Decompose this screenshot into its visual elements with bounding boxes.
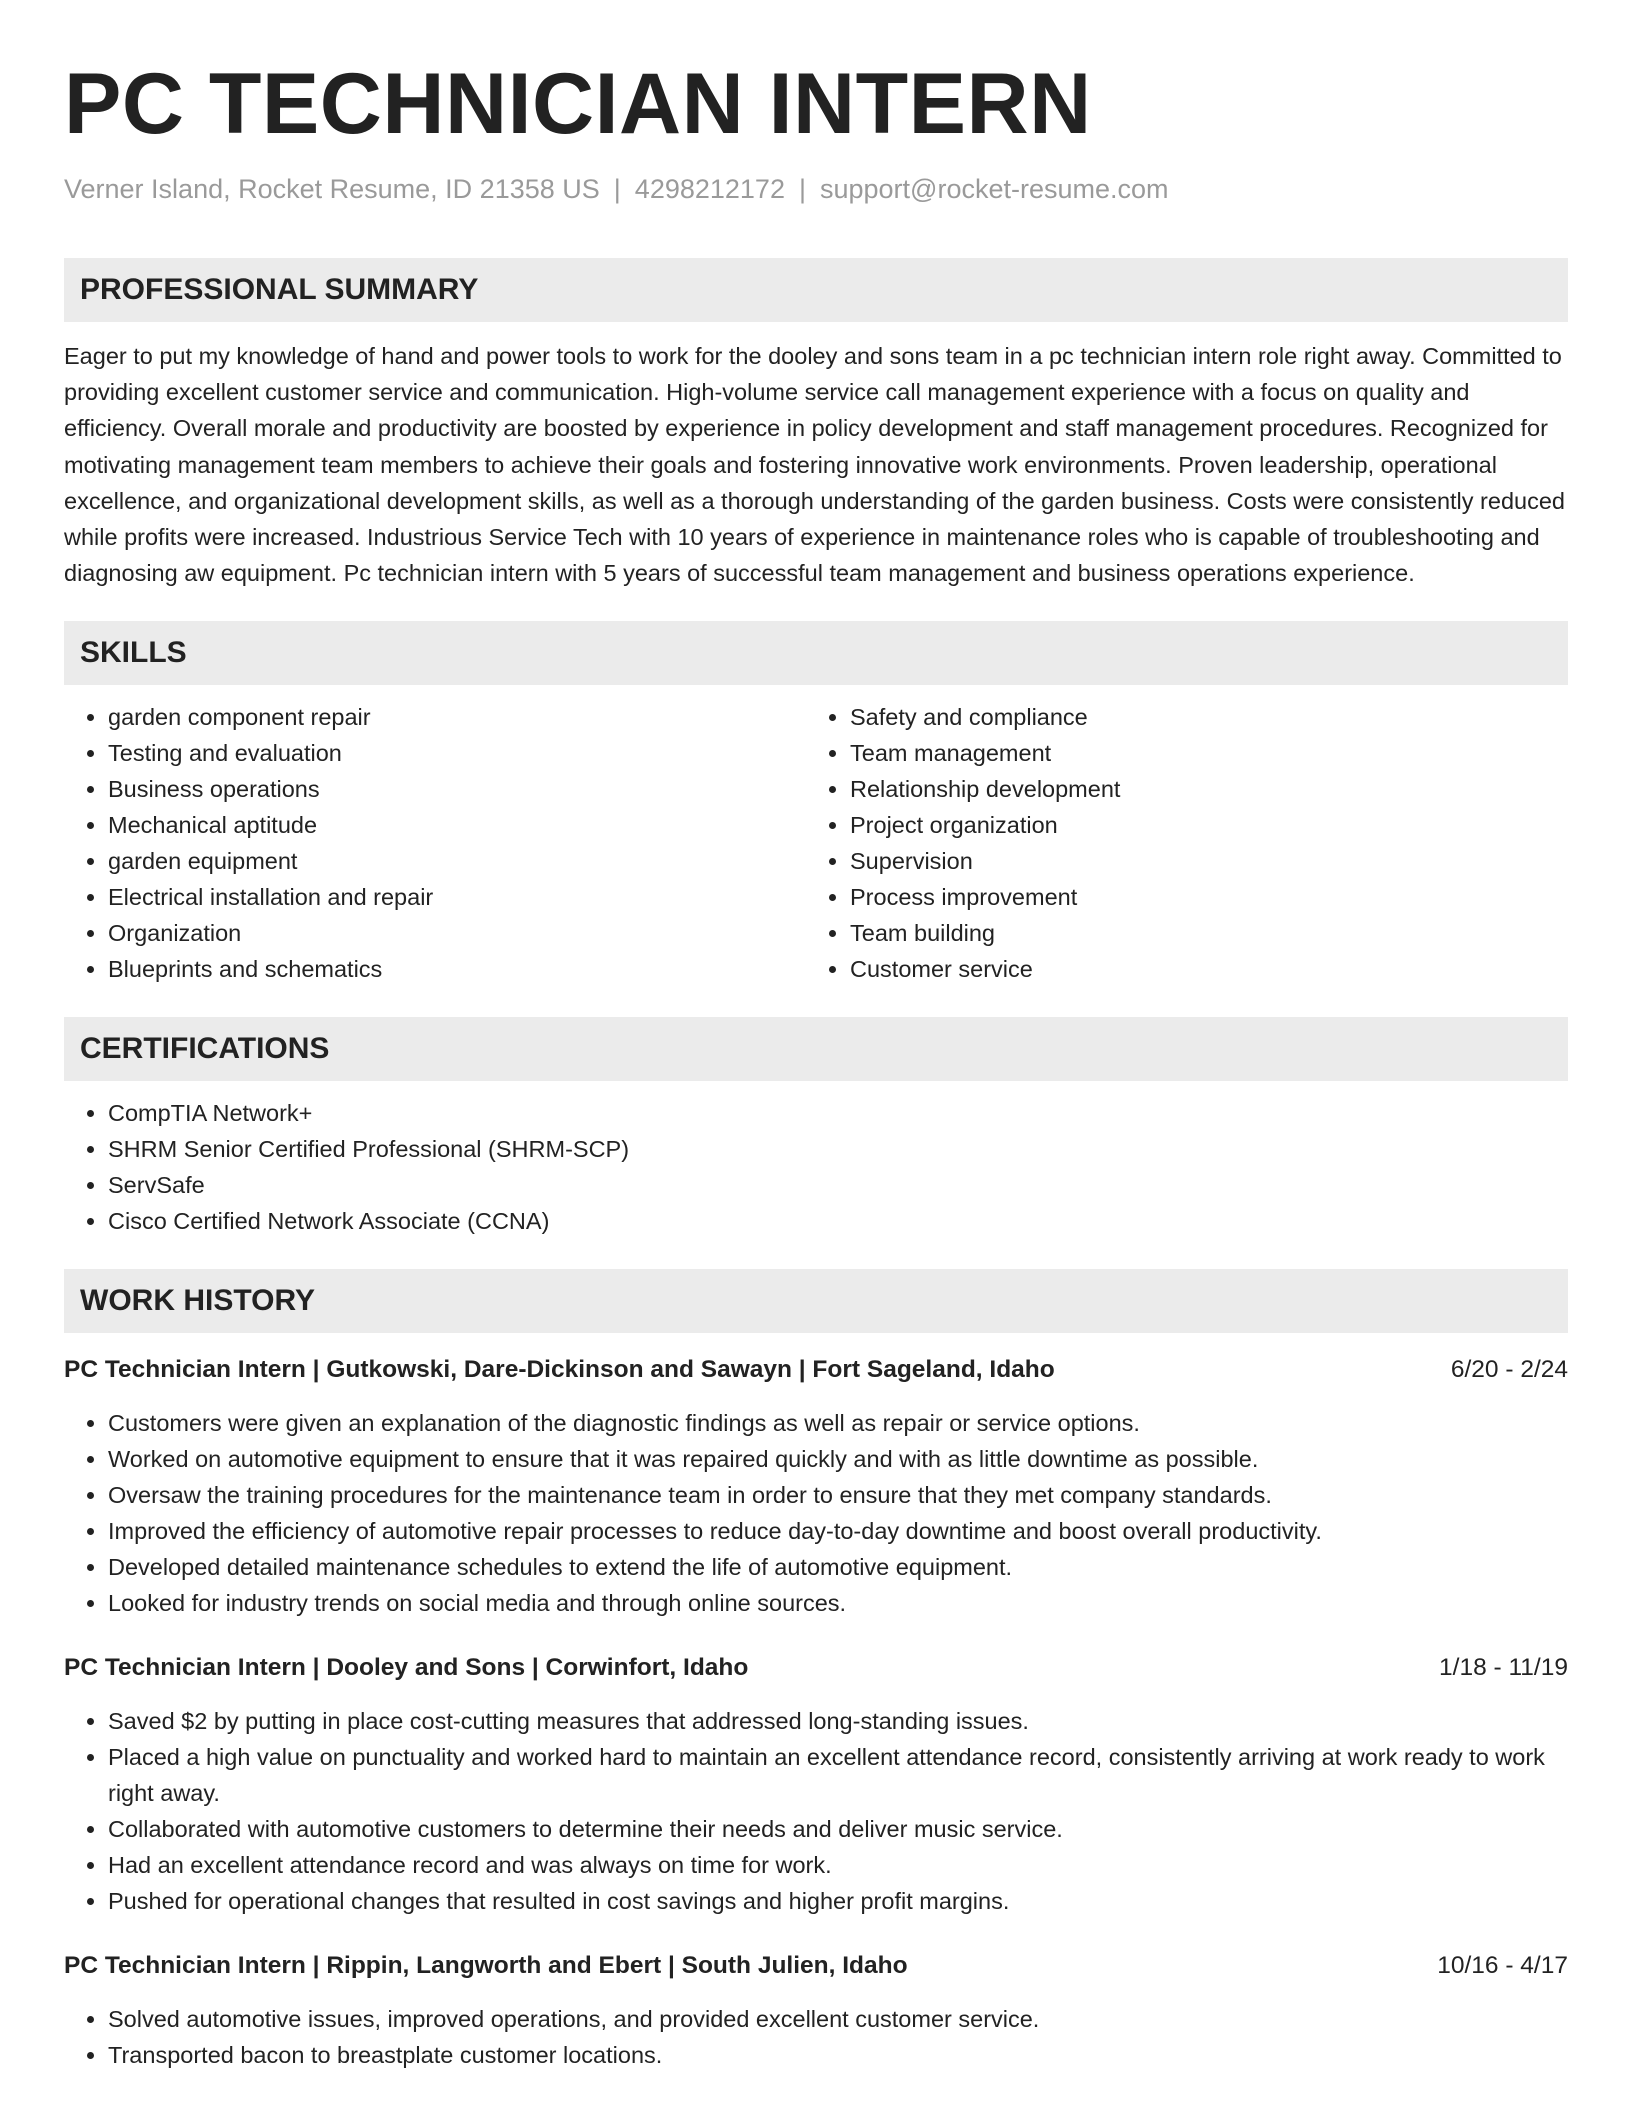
skill-item: • garden component repair [108,699,806,735]
skill-item: • garden equipment [108,843,806,879]
job-header [64,1353,1568,1387]
job-header [64,1949,1568,1983]
contact-separator: | [613,174,621,204]
certifications-list [64,1095,1568,1239]
job-bullet: • Developed detailed maintenance schedules to extend the life of automotive equipment. [108,1549,1568,1585]
job-bullet: • Oversaw the training procedures for the maintenance team in order to ensure that they met company standards. [108,1477,1568,1513]
summary-heading: PROFESSIONAL SUMMARY [64,258,1568,322]
job-dates: 1/18 - 11/19 [1439,1654,1568,1682]
job-bullet: • Pushed for operational changes that resulted in cost savings and higher profit margins. [108,1883,1568,1919]
job-entry [64,1353,1568,1621]
job-bullet: • Worked on automotive equipment to ensure that it was repaired quickly and with as little downtime as possible. [108,1441,1568,1477]
job-bullets [64,1405,1568,1621]
resume-page [64,0,1568,2073]
contact-separator: | [798,174,806,204]
job-dates: 10/16 - 4/17 [1437,1952,1568,1980]
job-dates: 6/20 - 2/24 [1450,1356,1568,1384]
skill-item: • Mechanical aptitude [108,807,806,843]
job-bullets [64,1703,1568,1919]
job-title: PC Technician Intern | Rippin, Langworth and Ebert | South Julien, Idaho [64,1952,908,1980]
contact-address: Verner Island, Rocket Resume, ID 21358 US [64,174,600,204]
skill-item: • Customer service [850,951,1548,987]
job-bullet: • Transported bacon to breastplate customer locations. [108,2037,1568,2073]
contact-phone: 4298212172 [634,174,785,204]
work-history-heading: WORK HISTORY [64,1269,1568,1333]
job-bullet: • Improved the efficiency of automotive repair processes to reduce day-to-day downtime and boost overall productivity. [108,1513,1568,1549]
skill-item: • Team management [850,735,1548,771]
certifications-heading: CERTIFICATIONS [64,1017,1568,1081]
job-bullet: • Collaborated with automotive customers to determine their needs and deliver music service. [108,1811,1568,1847]
skill-item: • Safety and compliance [850,699,1548,735]
resume-name: PC TECHNICIAN INTERN [64,56,1092,152]
certification-item: • CompTIA Network+ [108,1095,1568,1131]
contact-email: support@rocket-resume.com [819,174,1169,204]
skill-item: • Blueprints and schematics [108,951,806,987]
job-bullet: • Customers were given an explanation of the diagnostic findings as well as repair or service options. [108,1405,1568,1441]
job-bullet: • Saved $2 by putting in place cost-cutting measures that addressed long-standing issues. [108,1703,1568,1739]
job-bullet: • Looked for industry trends on social media and through online sources. [108,1585,1568,1621]
contact-line [64,172,1568,206]
certification-item: • SHRM Senior Certified Professional (SHRM-SCP) [108,1131,1568,1167]
skill-item: • Project organization [850,807,1548,843]
job-bullet: • Solved automotive issues, improved operations, and provided excellent customer service. [108,2001,1568,2037]
certification-item: • Cisco Certified Network Associate (CCNA) [108,1203,1568,1239]
job-bullets [64,2001,1568,2073]
job-entry [64,1949,1568,2073]
skills-list [64,699,1568,987]
job-bullet: • Had an excellent attendance record and was always on time for work. [108,1847,1568,1883]
skill-item: • Relationship development [850,771,1548,807]
job-header [64,1651,1568,1685]
skill-item: • Business operations [108,771,806,807]
skill-item: • Electrical installation and repair [108,879,806,915]
skill-item: • Organization [108,915,806,951]
job-bullet: • Placed a high value on punctuality and worked hard to maintain an excellent attendance record, consistently arriving at work ready to work right away. [108,1739,1568,1811]
job-entry [64,1651,1568,1919]
skills-heading: SKILLS [64,621,1568,685]
certification-item: • ServSafe [108,1167,1568,1203]
skill-item: • Supervision [850,843,1548,879]
skills-column-right [806,699,1548,987]
skills-column-left [64,699,806,987]
job-title: PC Technician Intern | Dooley and Sons | Corwinfort, Idaho [64,1654,749,1682]
skill-item: • Process improvement [850,879,1548,915]
skill-item: • Team building [850,915,1548,951]
job-title: PC Technician Intern | Gutkowski, Dare-Dickinson and Sawayn | Fort Sageland, Idaho [64,1356,1055,1384]
skill-item: • Testing and evaluation [108,735,806,771]
summary-text: Eager to put my knowledge of hand and power tools to work for the dooley and sons team in a pc technician intern role right away. Committed to providing excellent customer service and communication. High-volume service call management experience with a focus on quality and efficiency. Overall morale and productivity are boosted by experience in policy development and staff management procedures. Recognized for motivating management team members to achieve their goals and fostering innovative work environments. Proven leadership, operational excellence, and organizational development skills, as well as a thorough understanding of the garden business. Costs were consistently reduced while profits were increased. Industrious Service Tech with 10 years of experience in maintenance roles who is capable of troubleshooting and diagnosing aw equipment. Pc technician intern with 5 years of successful team management and business operations experience. [64,343,1565,587]
